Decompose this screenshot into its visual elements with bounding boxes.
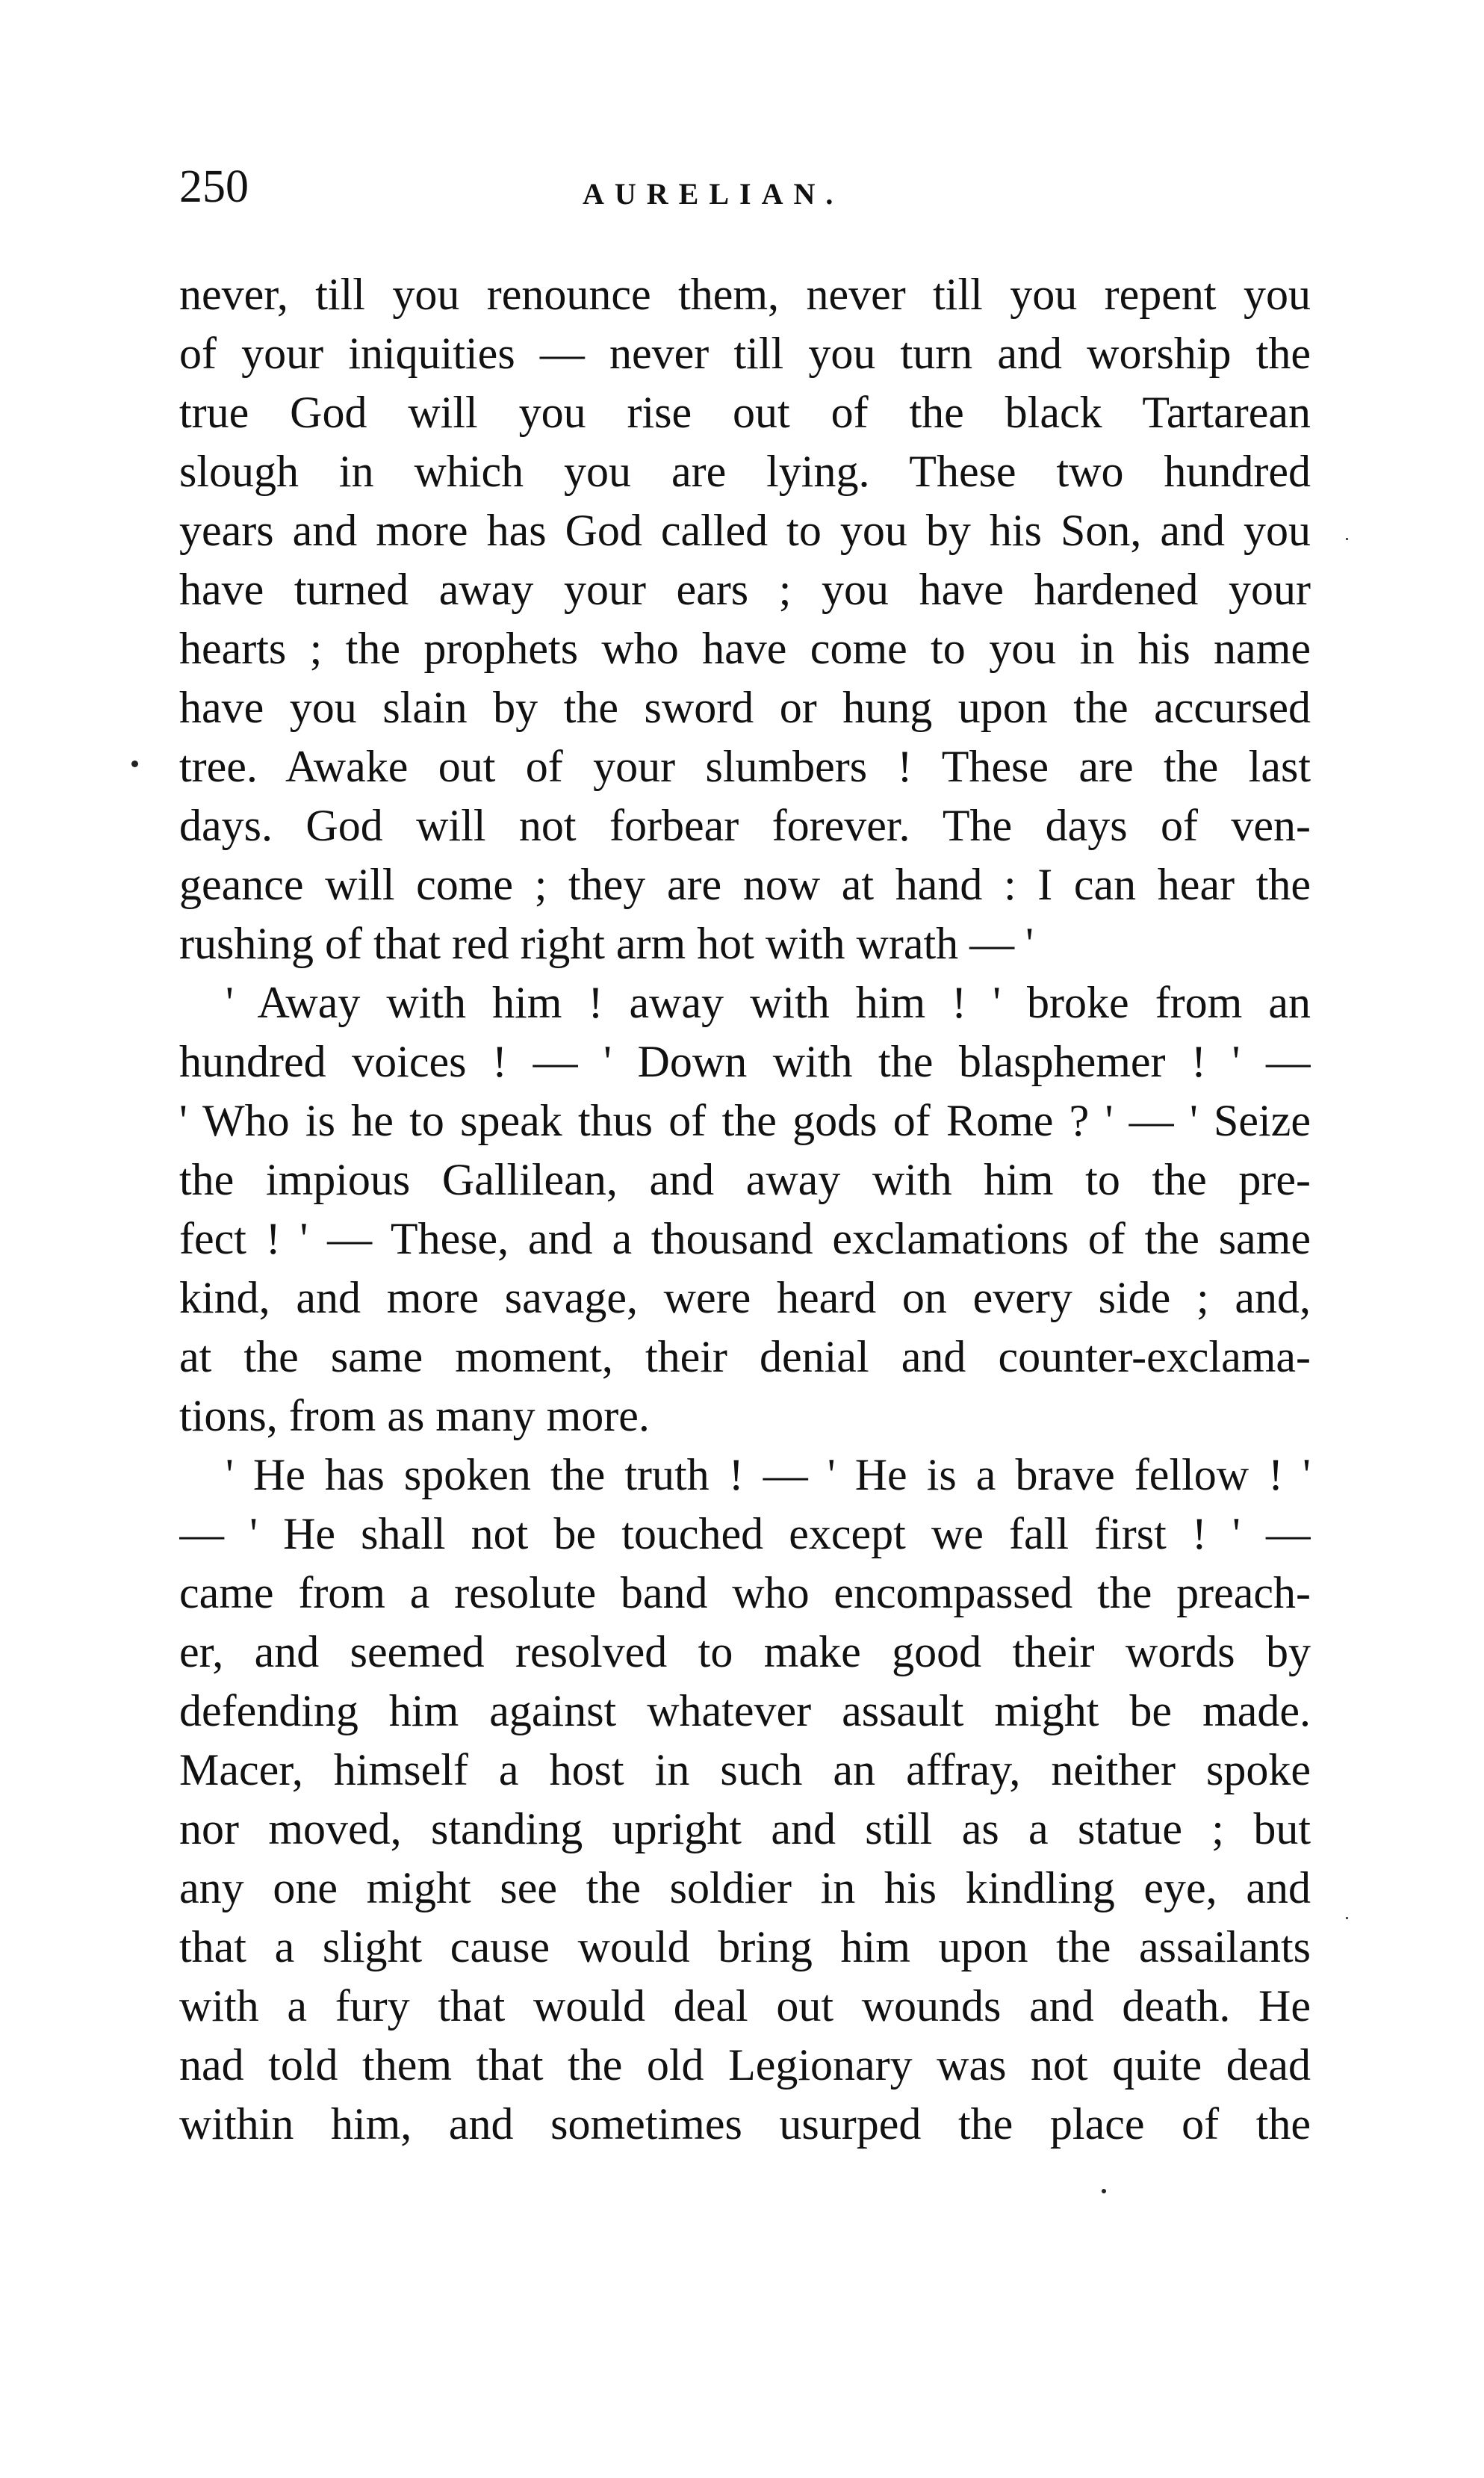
text-line: hundred voices ! — ' Down with the blasphemer ! ' —	[179, 1037, 1311, 1086]
text-line: tree. Awake out of your slumbers ! These are the last	[179, 742, 1311, 791]
text-line: er, and seemed resolved to make good their words by	[179, 1627, 1311, 1676]
text-line: true God will you rise out of the black Tartarean	[179, 388, 1311, 437]
text-line: have you slain by the sword or hung upon the accursed	[179, 683, 1311, 732]
text-line: years and more has God called to you by his Son, and you	[179, 506, 1311, 555]
text-line: of your iniquities — never till you turn and worship the	[179, 329, 1311, 378]
text-line: Macer, himself a host in such an affray, neither spoke	[179, 1745, 1311, 1794]
text-line: with a fury that would deal out wounds and death. He	[179, 1981, 1311, 2031]
text-line: ' Who is he to speak thus of the gods of Rome ? ' — ' Seize	[179, 1096, 1311, 1145]
text-line: kind, and more savage, were heard on every side ; and,	[179, 1273, 1311, 1322]
ink-speck	[1102, 2189, 1106, 2193]
text-line: fect ! ' — These, and a thousand exclamations of the same	[179, 1214, 1311, 1263]
text-line: at the same moment, their denial and counter-exclama-	[179, 1332, 1311, 1381]
body-text	[179, 265, 1311, 2154]
text-line: the impious Gallilean, and away with him to the pre-	[179, 1155, 1311, 1204]
page-number: 250	[179, 161, 249, 212]
text-line: have turned away your ears ; you have hardened your	[179, 565, 1311, 614]
text-line: slough in which you are lying. These two hundred	[179, 447, 1311, 496]
text-line: any one might see the soldier in his kindling eye, and	[179, 1863, 1311, 1912]
running-title: AURELIAN.	[583, 177, 844, 211]
text-line: tions, from as many more.	[179, 1391, 650, 1440]
text-line: geance will come ; they are now at hand : I can hear the	[179, 860, 1311, 909]
text-line: hearts ; the prophets who have come to you in his name	[179, 624, 1311, 673]
text-line: ' He has spoken the truth ! — ' He is a brave fellow ! '	[226, 1450, 1311, 1499]
text-line: nad told them that the old Legionary was not quite dead	[179, 2040, 1311, 2090]
ink-speck	[1346, 538, 1348, 540]
text-line: rushing of that red right arm hot with wrath — '	[179, 919, 1034, 968]
page-header	[179, 149, 1314, 224]
ink-speck	[131, 761, 138, 767]
text-line: defending him against whatever assault might be made.	[179, 1686, 1311, 1735]
text-line: within him, and sometimes usurped the place of the	[179, 2099, 1311, 2149]
text-line: days. God will not forbear forever. The days of ven-	[179, 801, 1311, 850]
text-line: came from a resolute band who encompassed the preach-	[179, 1568, 1311, 1617]
text-line: ' Away with him ! away with him ! ' broke from an	[226, 978, 1311, 1027]
text-line: — ' He shall not be touched except we fall first ! ' —	[179, 1509, 1311, 1558]
ink-speck	[1346, 1917, 1348, 1919]
text-line: that a slight cause would bring him upon the assailants	[179, 1922, 1311, 1971]
text-line: nor moved, standing upright and still as a statue ; but	[179, 1804, 1311, 1853]
text-line: never, till you renounce them, never till you repent you	[179, 270, 1311, 319]
